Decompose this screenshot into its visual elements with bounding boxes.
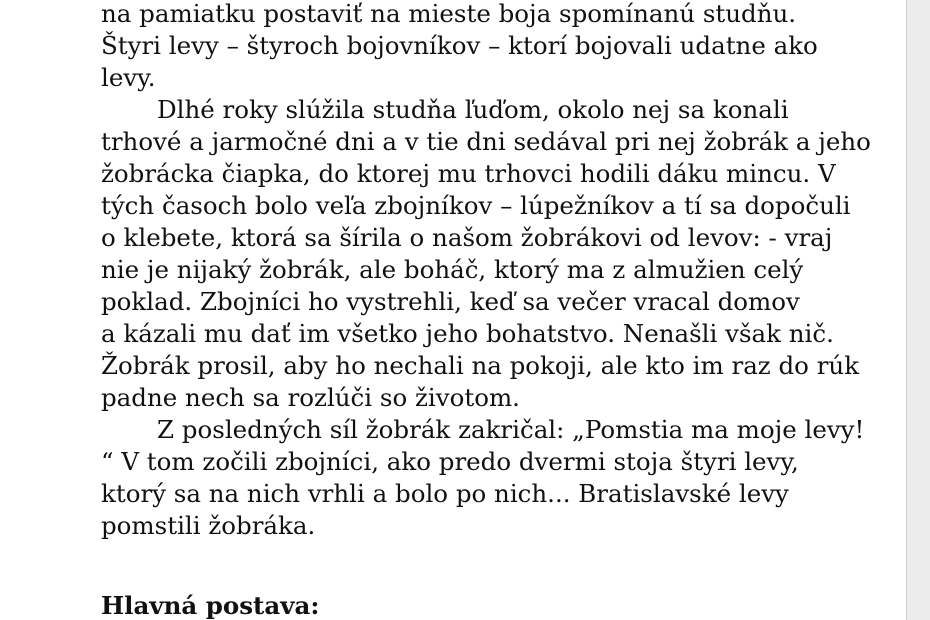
- text-line: Štyri levy – štyroch bojovníkov – ktorí bojovali udatne ako: [101, 31, 818, 60]
- scrollbar-divider: [906, 0, 907, 620]
- text-line: Dlhé roky slúžila studňa ľuďom, okolo nej sa konali: [157, 95, 789, 124]
- text-line: pomstili žobráka.: [101, 511, 316, 540]
- text-line: o klebete, ktorá sa šírila o našom žobrákovi od levov: - vraj: [101, 223, 833, 252]
- text-line: levy.: [101, 63, 156, 92]
- text-line: Z posledných síl žobrák zakričal: „Pomstia ma moje levy!: [157, 415, 865, 444]
- text-line: a kázali mu dať im všetko jeho bohatstvo. Nenašli však nič.: [101, 319, 834, 348]
- scrollbar-track[interactable]: [906, 0, 930, 620]
- text-line: padne nech sa rozlúči so životom.: [101, 383, 520, 412]
- text-line: Žobrák prosil, aby ho nechali na pokoji, ale kto im raz do rúk: [101, 351, 860, 380]
- section-heading: Hlavná postava:: [101, 591, 320, 620]
- text-line: “ V tom zočili zbojníci, ako predo dvermi stoja štyri levy,: [101, 447, 799, 476]
- text-line: tých časoch bolo veľa zbojníkov – lúpežníkov a tí sa dopočuli: [101, 191, 851, 220]
- text-line: poklad. Zbojníci ho vystrehli, keď sa večer vracal domov: [101, 287, 800, 316]
- text-line: žobrácka čiapka, do ktorej mu trhovci hodili dáku mincu. V: [101, 159, 836, 188]
- text-line: trhové a jarmočné dni a v tie dni sedával pri nej žobrák a jeho: [101, 127, 871, 156]
- text-line: nie je nijaký žobrák, ale boháč, ktorý ma z almužien celý: [101, 255, 804, 284]
- text-line: ktorý sa na nich vrhli a bolo po nich... Bratislavské levy: [101, 479, 789, 508]
- text-line: na pamiatku postaviť na mieste boja spomínanú studňu.: [101, 0, 797, 28]
